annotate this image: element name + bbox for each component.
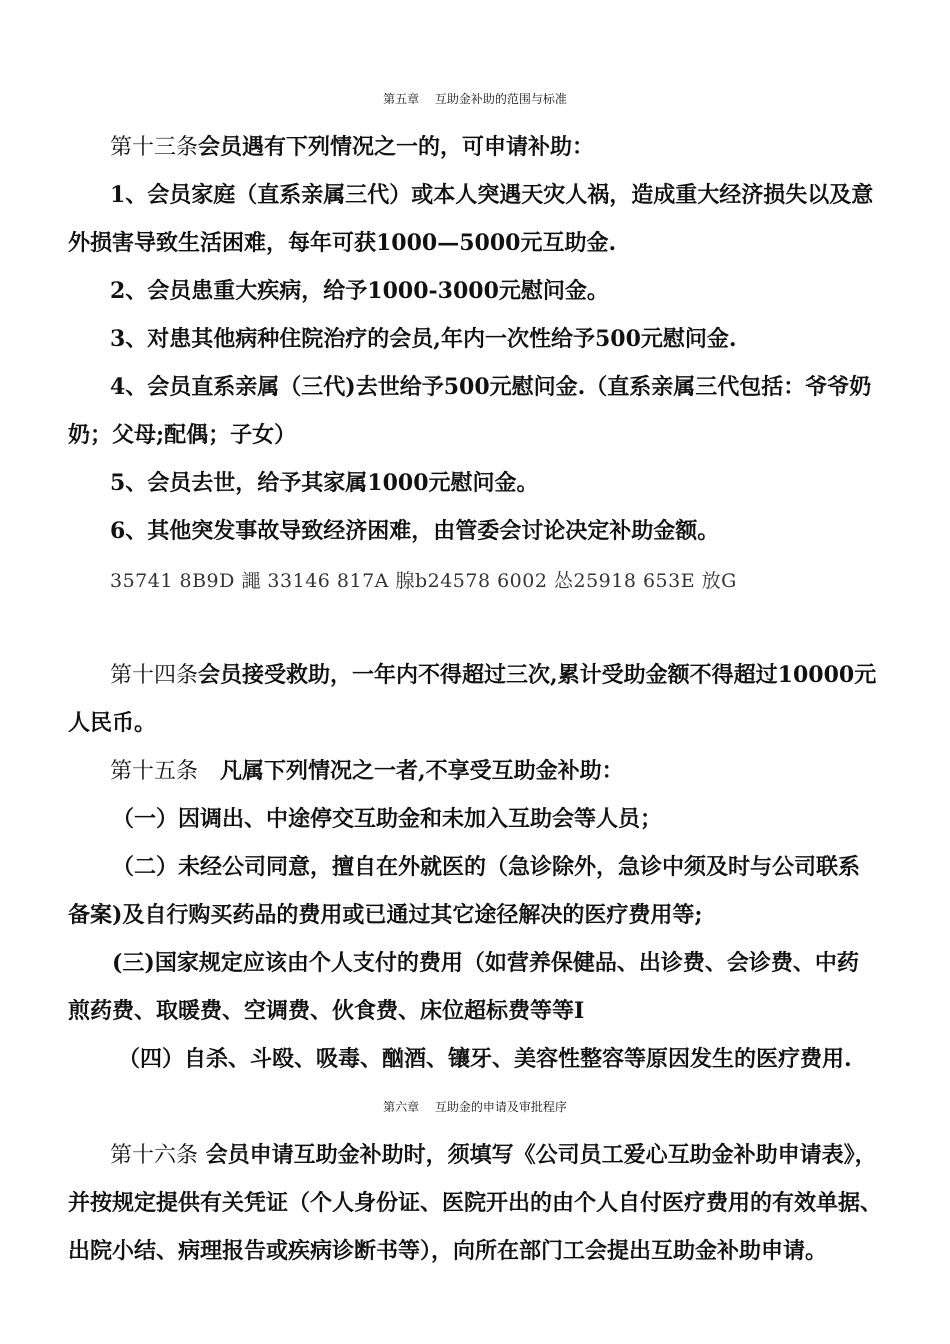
article13-item-3: 3、对患其他病种住院治疗的会员,年内一次性给予500元慰问金. (110, 326, 737, 352)
article16-text: 会员申请互助金补助时，须填写《公司员工爱心互助金补助申请表》， (198, 1142, 877, 1168)
article13 (110, 132, 594, 163)
article15-intro: 凡属下列情况之一者,不享受互助金补助： (198, 758, 624, 784)
article13-item-2: 2、会员患重大疾病，给予1000-3000元慰问金。 (110, 278, 609, 304)
article15-label: 第十五条 (110, 759, 199, 784)
article13-item-4: 4、会员直系亲属（三代)去世给予500元慰问金.（直系亲属三代包括：爷爷奶 (110, 374, 872, 400)
article14 (110, 660, 876, 691)
article15-item-3: (三)国家规定应该由个人支付的费用（如营养保健品、出诊费、会诊费、中药 (112, 950, 859, 976)
article15-item-2-cont: 备案)及自行购买药品的费用或已通过其它途径解决的医疗费用等; (68, 902, 703, 928)
article15-item-3-cont: 煎药费、取暖费、空调费、伙食费、床位超标费等等I (68, 998, 585, 1024)
article15 (110, 756, 624, 787)
article13-item-5: 5、会员去世，给予其家属1000元慰问金。 (110, 470, 539, 496)
article15-item-4: （四）自杀、斗殴、吸毒、酗酒、镶牙、美容性整容等原因发生的医疗费用. (118, 1046, 852, 1072)
chapter5-title: 第五章 互助金补助的范围与标准 (383, 92, 567, 106)
article13-item-6: 6、其他突发事故导致经济困难，由管委会讨论决定补助金额。 (110, 518, 720, 544)
article13-text: 会员遇有下列情况之一的，可申请补助： (198, 134, 595, 160)
article16-cont-2: 出院小结、病理报告或疾病诊断书等），向所在部门工会提出互助金补助申请。 (68, 1238, 828, 1264)
article13-item-1-cont: 外损害导致生活困难，每年可获1000—5000元互助金. (68, 230, 617, 256)
article14-text: 会员接受救助，一年内不得超过三次,累计受助金额不得超过10000元 (198, 662, 877, 688)
article15-item-1: （一）因调出、中途停交互助金和未加入互助会等人员； (112, 806, 663, 832)
article13-item-4-cont: 奶；父母;配偶；子女） (68, 422, 297, 448)
article15-item-2: （二）未经公司同意，擅自在外就医的（急诊除外，急诊中须及时与公司联系 (112, 854, 861, 880)
article13-item-1: 1、会员家庭（直系亲属三代）或本人突遇天灾人祸，造成重大经济损失以及意 (110, 182, 874, 208)
article14-cont: 人民币。 (68, 710, 157, 736)
chapter6-title: 第六章 互助金的申请及审批程序 (383, 1100, 567, 1114)
article14-label: 第十四条 (110, 663, 199, 688)
article16-cont-1: 并按规定提供有关凭证（个人身份证、医院开出的由个人自付医疗费用的有效单据、 (68, 1190, 883, 1216)
article16-label: 第十六条 (110, 1143, 199, 1168)
article16 (110, 1140, 877, 1171)
article13-label: 第十三条 (110, 135, 199, 160)
code-line: 35741 8B9D 譝 33146 817A 腺b24578 6002 怂25918 653E 放G (110, 570, 737, 592)
